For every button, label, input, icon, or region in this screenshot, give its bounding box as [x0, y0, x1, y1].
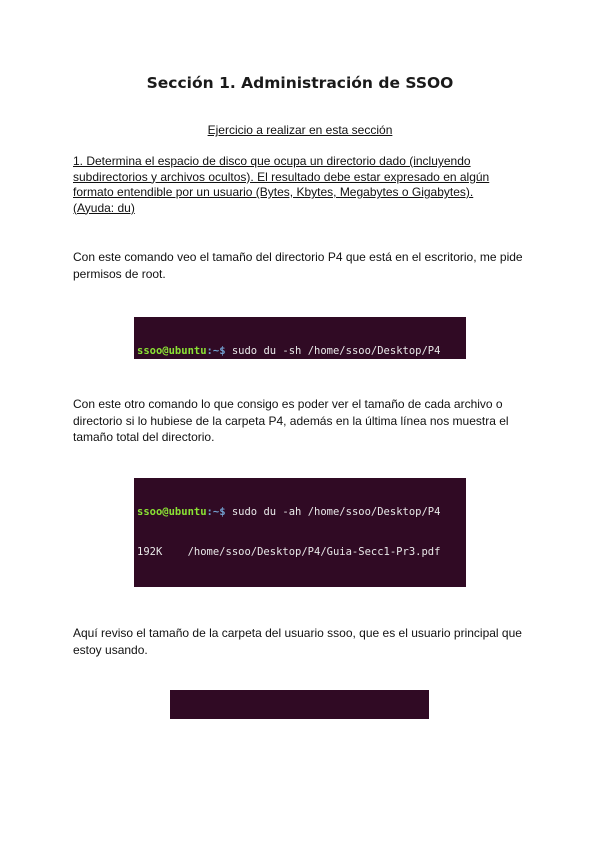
- terminal-screenshot-2: [134, 478, 466, 587]
- exercise-task: 1. Determina el espacio de disco que ocupa un directorio dado (incluyendo subdirectorios y archivos ocultos). El resultado debe estar expresado en algún formato entendible por un usuario (Bytes, Kbytes, Megabytes o Gigabytes). (Ayuda: du): [73, 154, 490, 215]
- paragraph-2: Con este otro comando lo que consigo es poder ver el tamaño de cada archivo o directorio si lo hubiese de la carpeta P4, además en la última línea nos muestra el tamaño total del directorio.: [73, 397, 509, 444]
- terminal-screenshot-3: [170, 690, 429, 719]
- terminal-command: sudo du -sh /home/ssoo/Desktop/P4: [225, 345, 441, 358]
- terminal-output-line: 192K /home/ssoo/Desktop/P4/Guia-Secc1-Pr3.pdf: [137, 546, 441, 559]
- terminal-command: sudo du -ah /home/ssoo/Desktop/P4: [225, 506, 441, 519]
- terminal-command-line: [137, 506, 463, 519]
- paragraph-1: Con este comando veo el tamaño del directorio P4 que está en el escritorio, me pide permisos de root.: [73, 250, 523, 281]
- terminal-screenshot-1: [134, 317, 466, 359]
- prompt-path: :~$: [206, 506, 226, 519]
- terminal-output-line: [137, 586, 463, 587]
- prompt-user: ssoo@ubuntu: [137, 345, 207, 358]
- prompt-user: [173, 718, 243, 719]
- prompt-path: :~$: [206, 345, 226, 358]
- paragraph-3: Aquí reviso el tamaño de la carpeta del usuario ssoo, que es el usuario principal que estoy usando.: [73, 626, 522, 657]
- prompt-path: [243, 718, 262, 719]
- prompt-user: ssoo@ubuntu: [137, 506, 207, 519]
- terminal-command-line: [173, 718, 426, 719]
- exercise-subtitle: Ejercicio a realizar en esta sección: [207, 123, 393, 137]
- terminal-command-line: [137, 345, 463, 358]
- section-title: Sección 1. Administración de SSOO: [146, 74, 454, 92]
- terminal-command: [262, 718, 407, 719]
